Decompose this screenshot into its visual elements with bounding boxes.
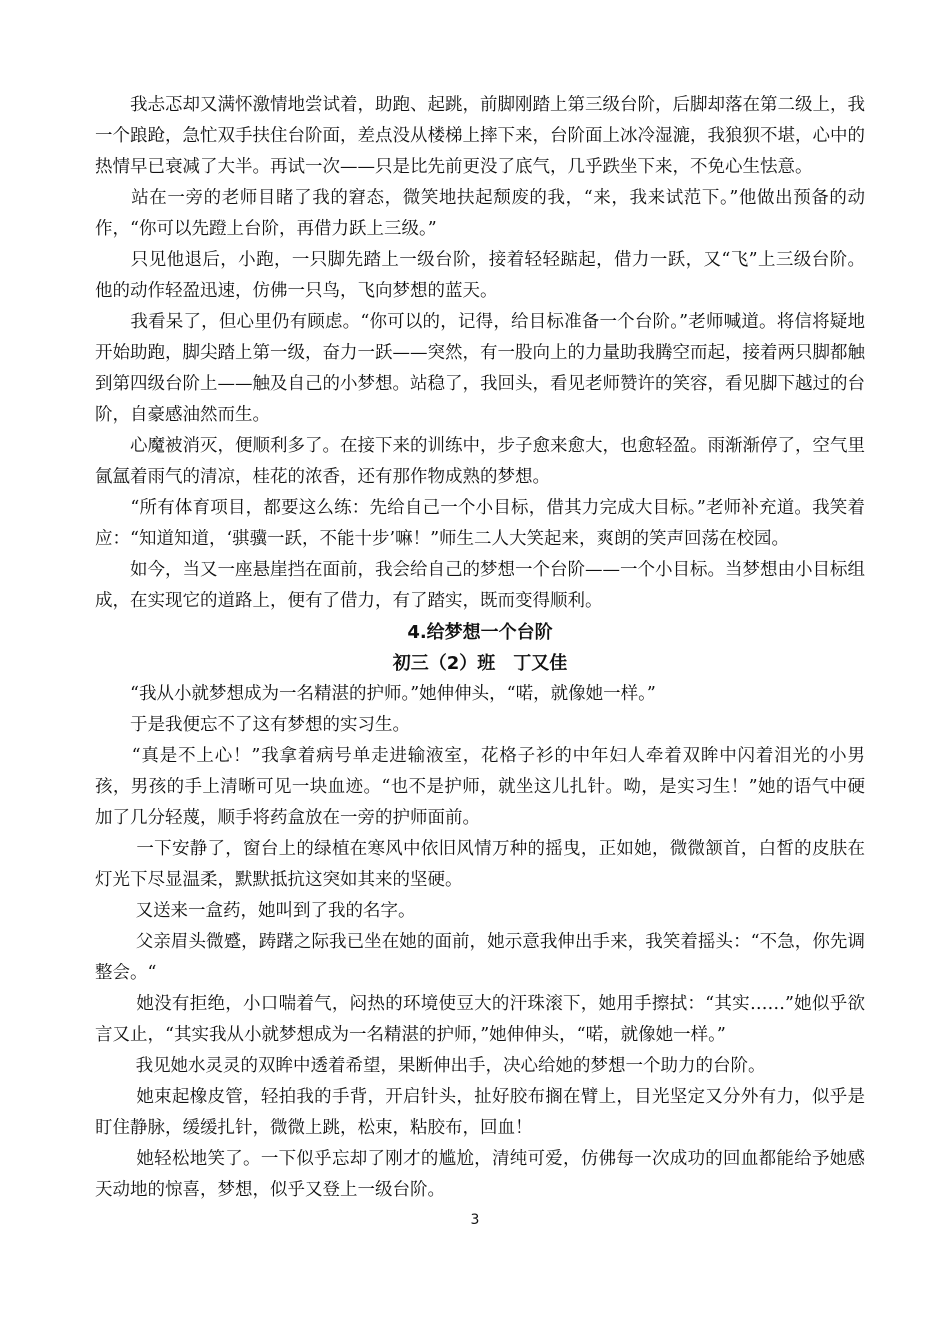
- essay-author: 初三（2）班 丁又佳: [392, 653, 568, 674]
- paragraph: 站在一旁的老师目睹了我的窘态，微笑地扶起颓废的我，“来，我来试范下。”他做出预备的动作，“你可以先蹬上台阶，再借力跃上三级。”: [95, 188, 865, 239]
- paragraph: “所有体育项目，都要这么练：先给自己一个小目标，借其力完成大目标。”老师补充道。我笑着应：“知道知道，‘骐骥一跃，不能十步’嘛！”师生二人大笑起来，爽朗的笑声回荡在校园。: [95, 498, 865, 549]
- paragraph: 她束起橡皮管，轻拍我的手背，开启针头，扯好胶布搁在臂上，目光坚定又分外有力，似乎是盯住静脉，缓缓扎针，微微上跳，松束，粘胶布，回血！: [95, 1087, 865, 1138]
- paragraph: 她没有拒绝，小口喘着气，闷热的环境使豆大的汗珠滚下，她用手擦拭：“其实……”她似乎欲言又止，“其实我从小就梦想成为一名精湛的护师，”她伸伸头，“喏，就像她一样。”: [95, 994, 865, 1045]
- paragraph: 她轻松地笑了。一下似乎忘却了刚才的尴尬，清纯可爱，仿佛每一次成功的回血都能给予她感天动地的惊喜，梦想，似乎又登上一级台阶。: [95, 1149, 865, 1200]
- paragraph: 只见他退后，小跑，一只脚先踏上一级台阶，接着轻轻踮起，借力一跃，又“飞”上三级台阶。他的动作轻盈迅速，仿佛一只鸟，飞向梦想的蓝天。: [95, 250, 865, 301]
- essay-title: 4.给梦想一个台阶: [407, 622, 553, 643]
- paragraph: 于是我便忘不了这有梦想的实习生。: [95, 715, 410, 735]
- paragraph: 父亲眉头微蹙，踌躇之际我已坐在她的面前，她示意我伸出手来，我笑着摇头：“不急，你先调整会。“: [95, 932, 865, 983]
- paragraph: “真是不上心！”我拿着病号单走进输液室，花格子衫的中年妇人牵着双眸中闪着泪光的小男孩，男孩的手上清晰可见一块血迹。“也不是护师，就坐这儿扎针。呦，是实习生！”她的语气中硬加了几分轻蔑，顺手将药盒放在一旁的护师面前。: [95, 746, 865, 828]
- paragraph: “我从小就梦想成为一名精湛的护师。”她伸伸头，“喏，就像她一样。”: [95, 684, 656, 704]
- document-page: [95, 90, 865, 1206]
- paragraph: 一下安静了，窗台上的绿植在寒风中依旧风情万种的摇曳，正如她，微微颔首，白皙的皮肤在灯光下尽显温柔，默默抵抗这突如其来的坚硬。: [95, 839, 865, 890]
- paragraph: 我看呆了，但心里仍有顾虑。“你可以的，记得，给目标准备一个台阶。”老师喊道。将信将疑地开始助跑，脚尖踏上第一级，奋力一跃——突然，有一股向上的力量助我腾空而起，接着两只脚都触到第四级台阶上——触及自己的小梦想。站稳了，我回头，看见老师赞许的笑容，看见脚下越过的台阶，自豪感油然而生。: [95, 312, 865, 425]
- paragraph: 又送来一盒药，她叫到了我的名字。: [95, 901, 416, 921]
- page-number: 3: [470, 1212, 480, 1228]
- paragraph: 我忐忑却又满怀激情地尝试着，助跑、起跳，前脚刚踏上第三级台阶，后脚却落在第二级上，我一个踉跄，急忙双手扶住台阶面，差点没从楼梯上摔下来，台阶面上冰冷湿漉，我狼狈不堪，心中的热情早已衰减了大半。再试一次——只是比先前更没了底气，几乎跌坐下来，不免心生怯意。: [95, 95, 865, 177]
- paragraph: 如今，当又一座悬崖挡在面前，我会给自己的梦想一个台阶——一个小目标。当梦想由小目标组成，在实现它的道路上，便有了借力，有了踏实，既而变得顺利。: [95, 560, 865, 611]
- paragraph: 我见她水灵灵的双眸中透着希望，果断伸出手，决心给她的梦想一个助力的台阶。: [95, 1056, 766, 1076]
- paragraph: 心魔被消灭，便顺利多了。在接下来的训练中，步子愈来愈大，也愈轻盈。雨渐渐停了，空气里氤氲着雨气的清凉，桂花的浓香，还有那作物成熟的梦想。: [95, 436, 865, 487]
